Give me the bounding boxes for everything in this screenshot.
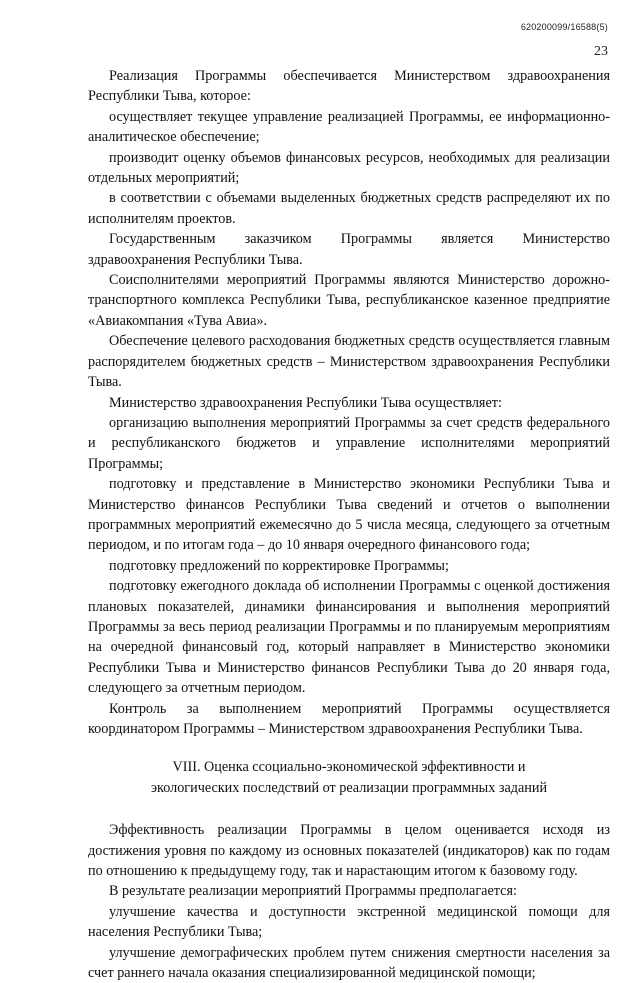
paragraph: Государственным заказчиком Программы является Министерство здравоохранения Республики Тыва. [88,231,610,268]
paragraph: В результате реализации мероприятий Программы предполагается: [109,883,517,900]
paragraph: Министерство здравоохранения Республики Тыва осуществляет: [109,394,502,411]
paragraph: Реализация Программы обеспечивается Министерством здравоохранения Республики Тыва, которое: [88,68,610,105]
paragraph: подготовку ежегодного доклада об исполнении Программы с оценкой достижения плановых показателей, динамики финансирования и выполнения мероприятий Программы за весь период реализации Программы и по планируемым мероприятиям на очередной финансовый год, который направляет в Министерство экономики Республики Тыва и Министерство финансов Республики Тыва до 20 января года, следующего за отчетным периодом. [88,578,610,697]
paragraph: улучшение демографических проблем путем снижения смертности населения за счет раннего начала оказания специализированной медицинской помощи; [88,944,610,982]
paragraph: производит оценку объемов финансовых ресурсов, необходимых для реализации отдельных мероприятий; [88,149,610,187]
paragraph: Соисполнителями мероприятий Программы являются Министерство дорожно-транспортного комплекса Республики Тыва, республиканское казенное предприятие «Авиакомпания «Тува Авиа». [88,272,610,329]
paragraph: организацию выполнения мероприятий Программы за счет средств федерального и республиканского бюджетов и управление исполнителями мероприятий Программы; [88,414,610,472]
section-heading [88,757,610,798]
page-number: 23 [594,44,608,59]
paragraph: в соответствии с объемами выделенных бюджетных средств распределяют их по исполнителям проектов. [88,190,610,227]
section-heading-line: экологических последствий от реализации программных заданий [150,779,548,796]
section-heading-line: VIII. Оценка ссоциально-экономической эффективности и [172,759,526,776]
document-body [88,66,610,983]
paragraph: подготовку предложений по корректировке Программы; [109,557,449,574]
paragraph: Контроль за выполнением мероприятий Программы осуществляется координатором Программы – Министерством здравоохранения Республики Тыва. [88,700,610,737]
paragraph: Эффективность реализации Программы в целом оценивается исходя из достижения уровня по каждому из основных показателей (индикаторов) как по годам по отношению к предыдущему году, так и нарастающим итогом к базовому году. [88,822,610,880]
paragraph: подготовку и представление в Министерство экономики Республики Тыва и Министерство финансов Республики Тыва сведений и отчетов о выполнении программных мероприятий ежемесячно до 5 числа месяца, следующего за отчетным периодом, и по итогам года – до 10 января очередного финансового года; [88,476,610,554]
paragraph: Обеспечение целевого расходования бюджетных средств осуществляется главным распорядителем бюджетных средств – Министерством здравоохранения Республики Тыва. [88,333,610,391]
document-id: 620200099/16588(5) [520,22,608,32]
paragraph: улучшение качества и доступности экстренной медицинской помощи для населения Республики Тыва; [88,903,610,941]
paragraph: осуществляет текущее управление реализацией Программы, ее информационно-аналитическое обеспечение; [88,108,610,146]
